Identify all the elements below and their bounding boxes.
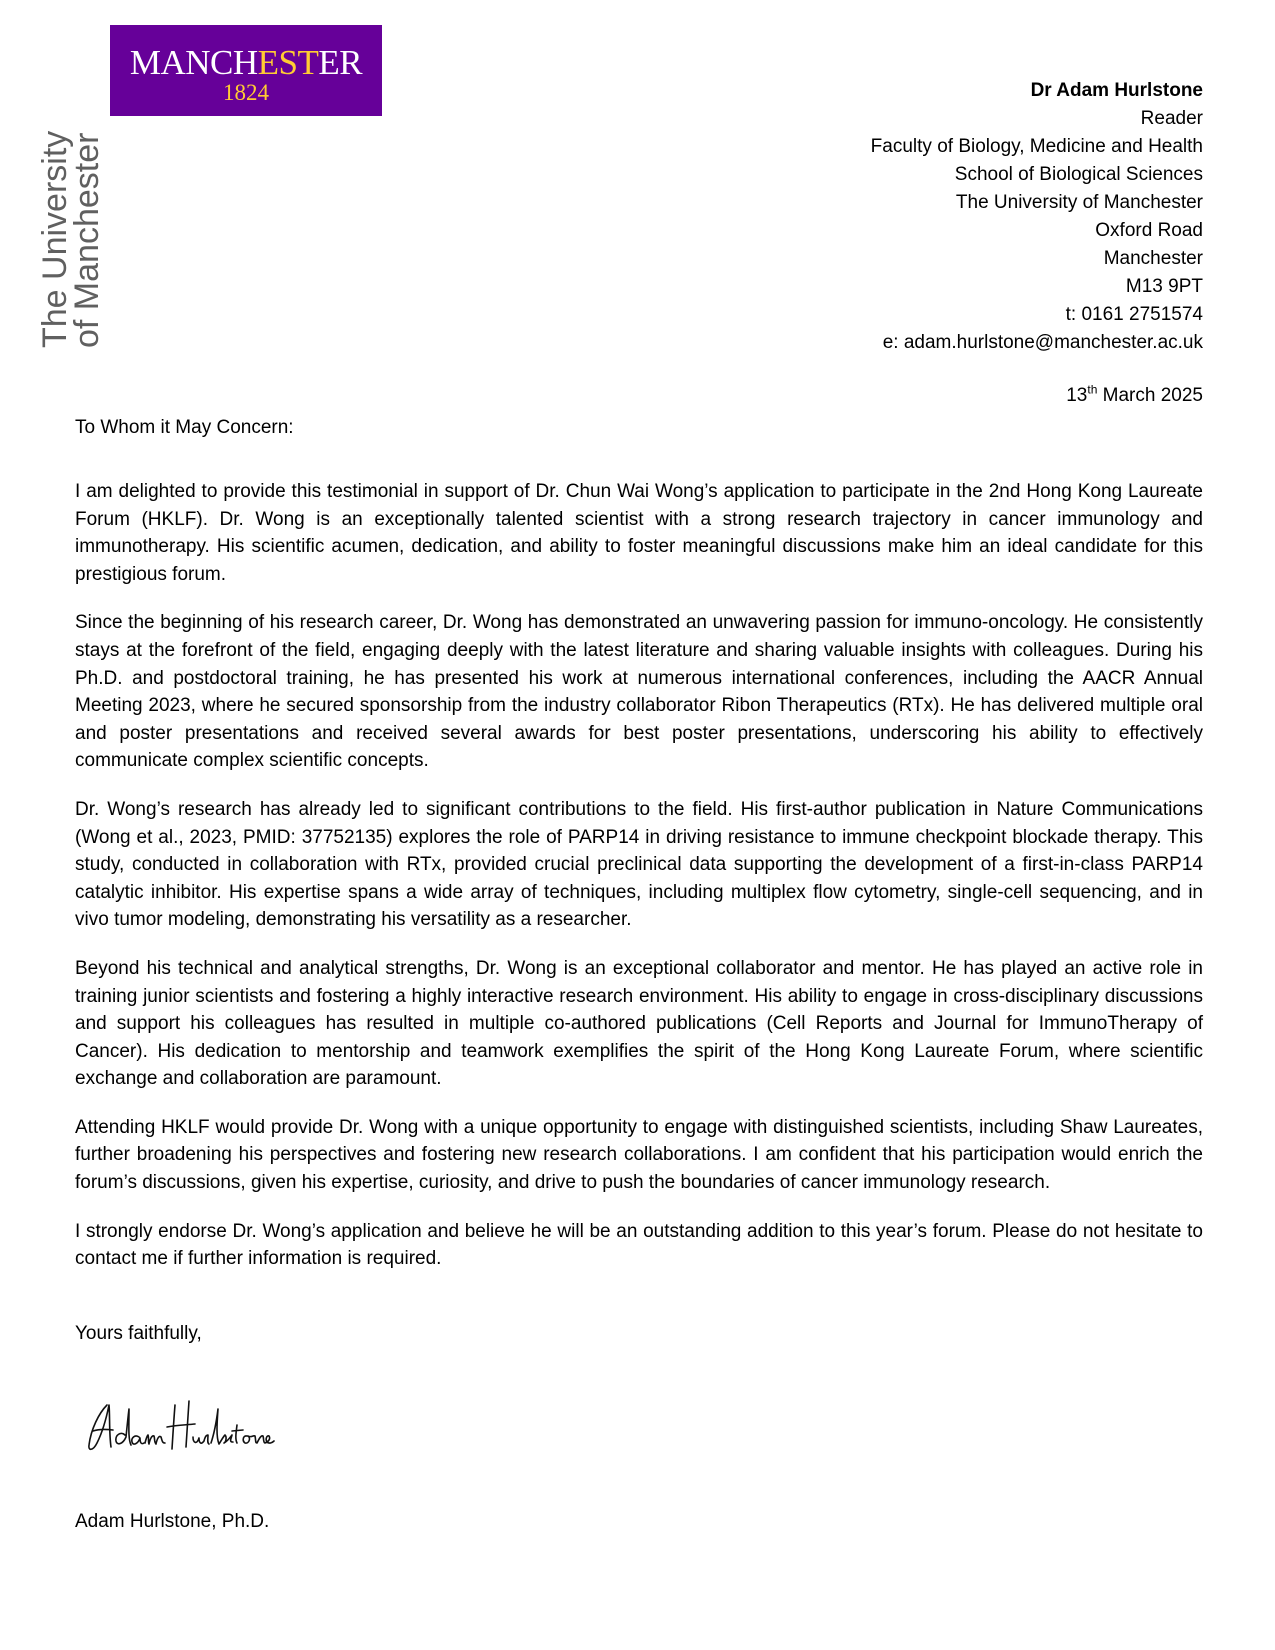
handwritten-signature: [85, 1395, 275, 1455]
sender-street: Oxford Road: [1095, 220, 1203, 241]
paragraph: I strongly endorse Dr. Wong’s application and believe he will be an outstanding addition to this year’s forum. Please do not hesitate to contact me if further information is required.: [75, 1220, 1203, 1270]
letter-body: [75, 478, 1203, 1294]
signatory-name: Adam Hurlstone, Ph.D.: [75, 1511, 270, 1532]
paragraph: I am delighted to provide this testimonial in support of Dr. Chun Wai Wong’s application to participate in the 2nd Hong Kong Laureate Forum (HKLF). Dr. Wong is an exceptionally talented scientist with a strong research trajectory in cancer immunology and immunotherapy. His scientific acumen, dedication, and ability to foster meaningful discussions make him an ideal candidate for this prestigious forum.: [75, 481, 1203, 585]
university-name-vertical: [38, 123, 106, 348]
university-name-line-2: of Manchester: [68, 132, 106, 348]
salutation: To Whom it May Concern:: [75, 417, 294, 438]
paragraph: Dr. Wong’s research has already led to significant contributions to the field. His first-author publication in Nature Communications (Wong et al., 2023, PMID: 37752135) explores the role of PARP14 in driving resistance to immune checkpoint blockade therapy. This study, conducted in collaboration with RTx, provided crucial preclinical data supporting the development of a first-in-class PARP14 catalytic inhibitor. His expertise spans a wide array of techniques, including multiplex flow cytometry, single-cell sequencing, and in vivo tumor modeling, demonstrating his versatility as a researcher.: [75, 798, 1203, 931]
sender-faculty: Faculty of Biology, Medicine and Health: [870, 136, 1203, 157]
paragraph: Attending HKLF would provide Dr. Wong with a unique opportunity to engage with distinguished scientists, including Shaw Laureates, further broadening his perspectives and fostering new research collaborations. I am confident that his participation would enrich the forum’s discussions, given his expertise, curiosity, and drive to push the boundaries of cancer immunology research.: [75, 1116, 1203, 1194]
sender-city: Manchester: [1103, 248, 1203, 269]
sender-email[interactable]: e: adam.hurlstone@manchester.ac.uk: [882, 332, 1203, 353]
sender-address-block: [871, 77, 1203, 357]
sender-name: Dr Adam Hurlstone: [1030, 80, 1203, 101]
paragraph: Beyond his technical and analytical strengths, Dr. Wong is an exceptional collaborator and mentor. He has played an active role in training junior scientists and fostering a highly interactive research environment. His ability to engage in cross-disciplinary discussions and support his colleagues has resulted in multiple co-authored publications (Cell Reports and Journal for ImmunoTherapy of Cancer). His dedication to mentorship and teamwork exemplifies the spirit of the Hong Kong Laureate Forum, where scientific exchange and collaboration are paramount.: [75, 957, 1203, 1090]
sender-position: Reader: [1140, 108, 1203, 129]
sender-school: School of Biological Sciences: [954, 164, 1203, 185]
paragraph: Since the beginning of his research career, Dr. Wong has demonstrated an unwavering passion for immuno-oncology. He consistently stays at the forefront of the field, engaging deeply with the latest literature and sharing valuable insights with colleagues. During his Ph.D. and postdoctoral training, he has presented his work at numerous international conferences, including the AACR Annual Meeting 2023, where he secured sponsorship from the industry collaborator Ribon Therapeutics (RTx). He has delivered multiple oral and poster presentations and received several awards for best poster presentations, underscoring his ability to effectively communicate complex scientific concepts.: [75, 612, 1203, 772]
university-logo: [110, 25, 382, 116]
sender-university: The University of Manchester: [955, 192, 1203, 213]
letter-date: 13th March 2025: [1066, 382, 1203, 406]
sender-postcode: M13 9PT: [1125, 276, 1203, 297]
closing: Yours faithfully,: [75, 1323, 202, 1344]
logo-year: 1824: [223, 80, 269, 105]
university-name-line-1: The University: [36, 130, 74, 348]
sender-telephone: t: 0161 2751574: [1065, 304, 1203, 325]
logo-wordmark: MANCHESTER: [129, 43, 363, 82]
